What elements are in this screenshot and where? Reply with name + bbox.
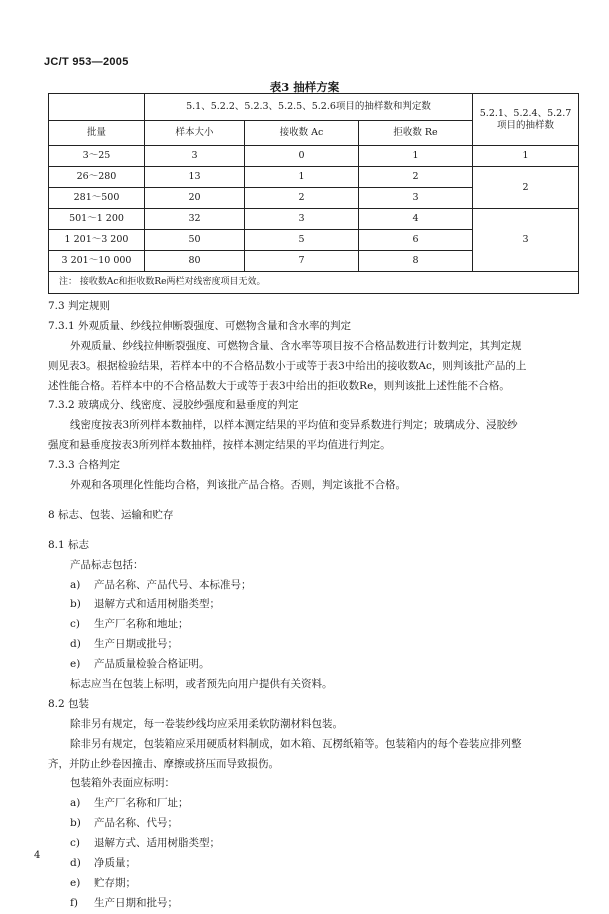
subsection-heading: 7.3.1 外观质量、纱线拉伸断裂强度、可燃物含量和含水率的判定 bbox=[48, 319, 352, 332]
cell-reject: 3 bbox=[359, 188, 473, 209]
list-item bbox=[48, 655, 588, 675]
cell-lot-size: 501～1 200 bbox=[49, 209, 145, 230]
list-text: 生产厂名称和厂址； bbox=[94, 797, 189, 810]
list-text: 产品质量检验合格证明。 bbox=[94, 658, 210, 671]
list-text: 产品名称、代号； bbox=[94, 817, 178, 830]
cell-reject: 1 bbox=[359, 146, 473, 167]
list-label: e) bbox=[70, 876, 81, 889]
paragraph-line: 齐，并防止纱卷因撞击、摩擦或挤压而导致损伤。 bbox=[48, 757, 279, 770]
list-label: e) bbox=[70, 658, 81, 671]
column-header-lot-size: 批量 bbox=[49, 121, 145, 146]
cell-reject: 4 bbox=[359, 209, 473, 230]
paragraph-line: 线密度按表3所列样本数抽样，以样本测定结果的平均值和变异系数进行判定；玻璃成分、浸胶纱 bbox=[70, 419, 518, 432]
standard-code-header: JC/T 953—2005 bbox=[44, 56, 129, 68]
list-text: 贮存期； bbox=[94, 876, 136, 889]
table-row bbox=[49, 146, 579, 167]
list-item bbox=[48, 794, 588, 814]
table-blank-cell bbox=[49, 94, 145, 121]
cell-sample-size: 20 bbox=[145, 188, 245, 209]
paragraph-line: 除非另有规定，每一卷装纱线均应采用柔软防潮材料包装。 bbox=[70, 717, 343, 730]
paragraph-line: 强度和悬垂度按表3所列样本数抽样，按样本测定结果的平均值进行判定。 bbox=[48, 439, 391, 452]
cell-reject: 8 bbox=[359, 251, 473, 272]
subsection-heading: 8.2 包装 bbox=[48, 697, 90, 710]
table-caption: 表3 抽样方案 bbox=[269, 80, 340, 94]
cell-accept: 3 bbox=[245, 209, 359, 230]
paragraph-line: 标志应当在包装上标明，或者预先向用户提供有关资料。 bbox=[70, 678, 333, 691]
cell-reject: 2 bbox=[359, 167, 473, 188]
column-header-sample-size: 样本大小 bbox=[145, 121, 245, 146]
list-item bbox=[48, 894, 588, 914]
list-text: 生产日期和批号； bbox=[94, 896, 178, 909]
cell-right-sample: 2 bbox=[473, 167, 579, 209]
cell-right-sample: 1 bbox=[473, 146, 579, 167]
list-label: b) bbox=[70, 598, 81, 611]
list-text: 生产厂名称和地址； bbox=[94, 618, 189, 631]
cell-sample-size: 80 bbox=[145, 251, 245, 272]
list-label: d) bbox=[70, 638, 81, 651]
section-heading: 8 标志、包装、运输和贮存 bbox=[48, 508, 174, 521]
cell-lot-size: 281～500 bbox=[49, 188, 145, 209]
paragraph-line: 外观质量、纱线拉伸断裂强度、可燃物含量、含水率等项目按不合格品数进行计数判定，其判定规 bbox=[70, 339, 522, 352]
list-item bbox=[48, 814, 588, 834]
cell-accept: 0 bbox=[245, 146, 359, 167]
list-item bbox=[48, 615, 588, 635]
right-header: 5.2.1、5.2.4、5.2.7 项目的抽样数 bbox=[473, 94, 579, 146]
cell-accept: 1 bbox=[245, 167, 359, 188]
list-label: c) bbox=[70, 837, 80, 850]
sampling-plan-table bbox=[48, 93, 579, 294]
cell-lot-size: 3 201～10 000 bbox=[49, 251, 145, 272]
list-item bbox=[48, 874, 588, 894]
paragraph-line: 则见表3。根据检验结果，若样本中的不合格品数小于或等于表3中给出的接收数Ac，则判该批产品的上 bbox=[48, 359, 527, 372]
table-row bbox=[49, 167, 579, 188]
list-item bbox=[48, 595, 588, 615]
cell-accept: 5 bbox=[245, 230, 359, 251]
table-row bbox=[49, 209, 579, 230]
body-text bbox=[48, 297, 588, 914]
column-header-reject-number: 拒收数 Re bbox=[359, 121, 473, 146]
paragraph-line: 包装箱外表面应标明： bbox=[70, 777, 175, 790]
list-label: a) bbox=[70, 797, 81, 810]
list-label: c) bbox=[70, 618, 80, 631]
paragraph-line: 述性能合格。若样本中的不合格品数大于或等于表3中给出的拒收数Re，则判该批上述性能不合格。 bbox=[48, 379, 510, 392]
cell-right-sample: 3 bbox=[473, 209, 579, 272]
cell-lot-size: 3～25 bbox=[49, 146, 145, 167]
cell-sample-size: 13 bbox=[145, 167, 245, 188]
subsection-heading: 7.3.3 合格判定 bbox=[48, 459, 121, 472]
list-item bbox=[48, 635, 588, 655]
subsection-heading: 8.1 标志 bbox=[48, 538, 90, 551]
list-label: b) bbox=[70, 817, 81, 830]
paragraph-line: 外观和各项理化性能均合格，判该批产品合格。否则，判定该批不合格。 bbox=[70, 479, 406, 492]
list-item bbox=[48, 834, 588, 854]
list-text: 退解方式和适用树脂类型； bbox=[94, 598, 220, 611]
list-item bbox=[48, 576, 588, 596]
list-label: f) bbox=[70, 896, 78, 909]
cell-reject: 6 bbox=[359, 230, 473, 251]
list-text: 退解方式、适用树脂类型； bbox=[94, 837, 220, 850]
list-label: d) bbox=[70, 857, 81, 870]
paragraph-line: 产品标志包括： bbox=[70, 558, 144, 571]
page-number: 4 bbox=[34, 850, 41, 861]
cell-lot-size: 26～280 bbox=[49, 167, 145, 188]
column-header-accept-number: 接收数 Ac bbox=[245, 121, 359, 146]
cell-sample-size: 32 bbox=[145, 209, 245, 230]
cell-accept: 7 bbox=[245, 251, 359, 272]
list-item bbox=[48, 854, 588, 874]
table-note: 注： 接收数Ac和拒收数Re两栏对线密度项目无效。 bbox=[49, 272, 579, 294]
list-text: 生产日期或批号； bbox=[94, 638, 178, 651]
section-heading: 7.3 判定规则 bbox=[48, 300, 111, 312]
cell-sample-size: 3 bbox=[145, 146, 245, 167]
group-header: 5.1、5.2.2、5.2.3、5.2.5、5.2.6项目的抽样数和判定数 bbox=[145, 94, 473, 121]
cell-lot-size: 1 201～3 200 bbox=[49, 230, 145, 251]
cell-sample-size: 50 bbox=[145, 230, 245, 251]
paragraph-line: 除非另有规定，包装箱应采用硬质材料制成，如木箱、瓦楞纸箱等。包装箱内的每个卷装应排列整 bbox=[70, 737, 522, 750]
list-text: 产品名称、产品代号、本标准号； bbox=[94, 578, 252, 591]
cell-accept: 2 bbox=[245, 188, 359, 209]
list-text: 净质量； bbox=[94, 857, 136, 870]
list-label: a) bbox=[70, 578, 81, 591]
subsection-heading: 7.3.2 玻璃成分、线密度、浸胶纱强度和悬垂度的判定 bbox=[48, 399, 299, 412]
